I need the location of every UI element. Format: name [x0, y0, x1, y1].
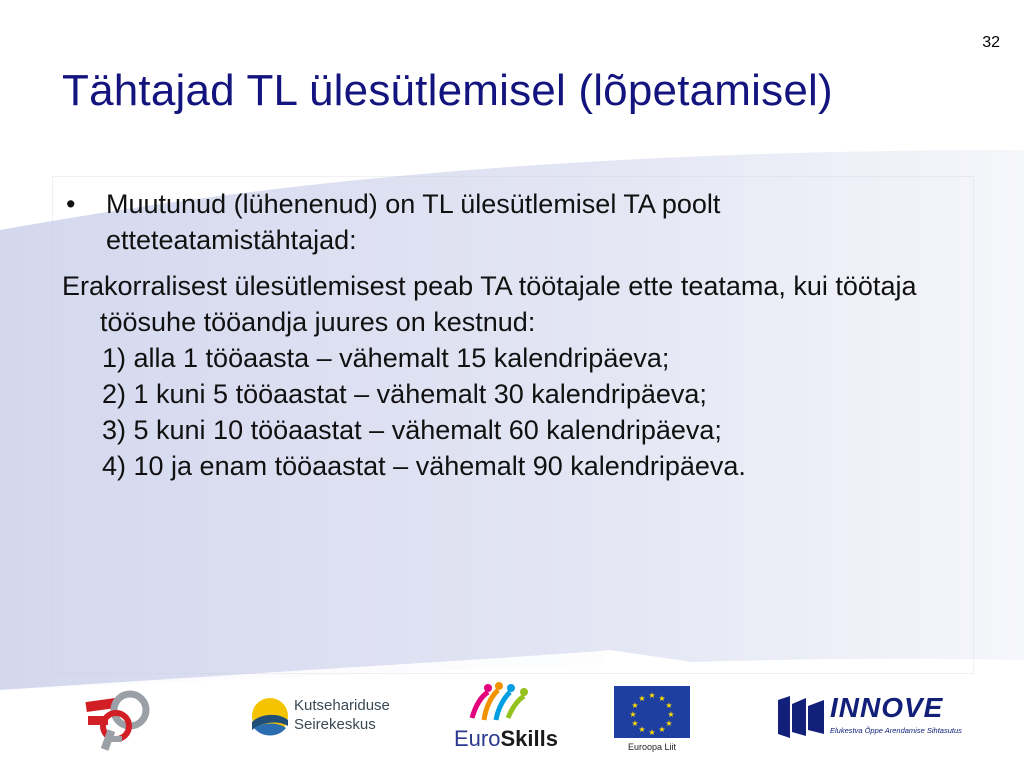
footer-logos	[0, 672, 1024, 768]
svg-text:★: ★	[665, 719, 673, 728]
wave-sun-logo-icon	[250, 696, 290, 740]
svg-text:★: ★	[629, 710, 637, 719]
bullet-text: Muutunud (lühenenud) on TL ülesütlemisel TA poolt etteteatamistähtajad:	[106, 189, 721, 255]
list-item: 4) 10 ja enam tööaastat – vähemalt 90 kalendripäeva.	[102, 451, 746, 481]
kutse-logo-text	[294, 696, 390, 734]
euroskills-text	[454, 726, 558, 752]
list-item: 2) 1 kuni 5 tööaastat – vähemalt 30 kalendripäeva;	[102, 379, 707, 409]
bullet-dot-icon: •	[66, 189, 76, 219]
svg-text:★: ★	[638, 694, 646, 703]
key-logo-icon	[82, 686, 156, 752]
list-item: 1) alla 1 tööaasta – vähemalt 15 kalendripäeva;	[102, 343, 670, 373]
eu-flag-icon	[614, 686, 690, 738]
svg-text:★: ★	[631, 719, 639, 728]
innove-subtitle: Elukestva Õppe Arendamise Sihtasutus	[830, 726, 962, 735]
slide-body	[62, 186, 967, 484]
paragraph: Erakorralisest ülesütlemisest peab TA töötajale ette teatama, kui töötaja töösuhe tööandja juures on kestnud:	[62, 271, 917, 337]
list-item: 3) 5 kuni 10 tööaastat – vähemalt 60 kalendripäeva;	[102, 415, 722, 445]
svg-text:★: ★	[648, 728, 656, 737]
svg-text:★: ★	[648, 691, 656, 700]
svg-text:★: ★	[658, 725, 666, 734]
euroskills-figures-icon	[462, 682, 532, 726]
kutse-line1: Kutsehariduse	[294, 697, 390, 714]
euro-word: Euro	[454, 726, 501, 751]
innove-emblem-icon	[776, 692, 826, 742]
eu-logo	[614, 686, 690, 756]
eu-caption: Euroopa Liit	[627, 742, 677, 752]
innove-logo	[776, 692, 976, 746]
page-number: 32	[982, 34, 1000, 51]
kutse-seirekeskus-logo	[250, 694, 410, 744]
svg-text:★: ★	[667, 710, 675, 719]
skills-word: Skills	[500, 726, 558, 751]
duration-list	[62, 340, 967, 484]
svg-text:★: ★	[658, 694, 666, 703]
svg-text:★: ★	[631, 701, 639, 710]
euroskills-logo	[448, 682, 558, 754]
svg-text:★: ★	[665, 701, 673, 710]
kutse-line2: Seirekeskus	[294, 716, 376, 733]
svg-text:★: ★	[638, 725, 646, 734]
bullet-item	[62, 186, 967, 258]
innove-name: INNOVE	[830, 692, 944, 723]
slide-title: Tähtajad TL ülesütlemisel (lõpetamisel)	[62, 66, 833, 115]
